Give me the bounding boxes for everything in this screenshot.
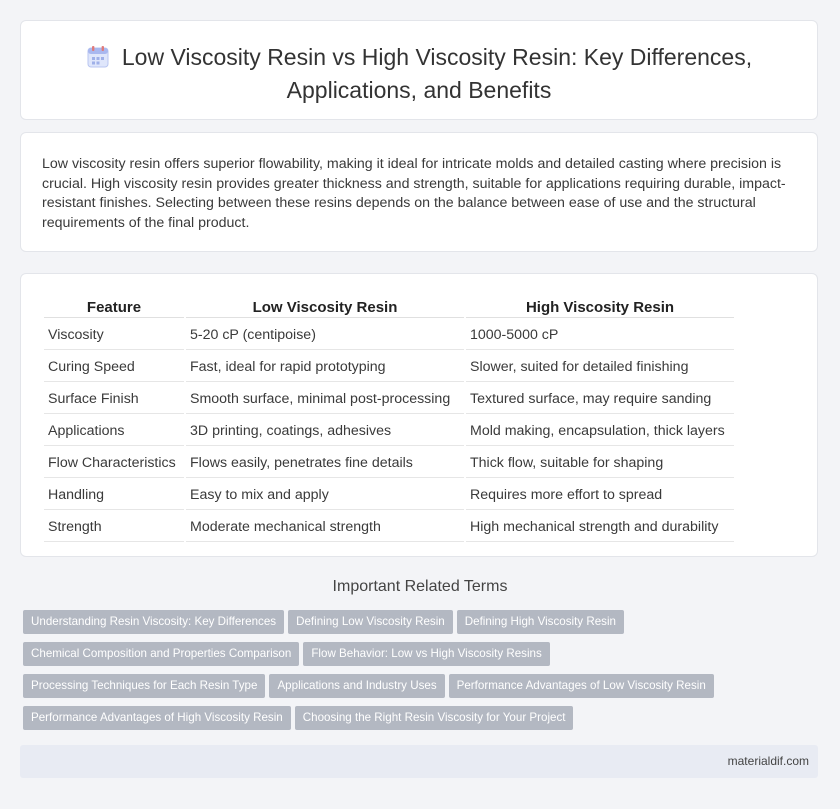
tag-row: [23, 610, 783, 642]
cell-low: Easy to mix and apply: [186, 480, 464, 510]
cell-high: 1000-5000 cP: [466, 320, 734, 350]
header-high-viscosity: High Viscosity Resin: [466, 294, 734, 318]
cell-low: Moderate mechanical strength: [186, 512, 464, 542]
footer: [20, 745, 818, 778]
tag-row: [23, 674, 783, 706]
related-tag[interactable]: Understanding Resin Viscosity: Key Differences: [23, 610, 284, 634]
related-tag[interactable]: Defining Low Viscosity Resin: [288, 610, 453, 634]
cell-feature: Strength: [44, 512, 184, 542]
calendar-icon: [86, 45, 110, 76]
tag-row: [23, 642, 783, 674]
title-line-2: Applications, and Benefits: [286, 77, 552, 103]
title-line-1: Low Viscosity Resin vs High Viscosity Resin: Key Differences,: [121, 44, 753, 70]
related-tag[interactable]: Processing Techniques for Each Resin Type: [23, 674, 265, 698]
related-terms-list: [23, 610, 783, 738]
cell-feature: Flow Characteristics: [44, 448, 184, 478]
table-row: [44, 384, 734, 414]
cell-high: Slower, suited for detailed finishing: [466, 352, 734, 382]
header-low-viscosity: Low Viscosity Resin: [186, 294, 464, 318]
table-row: [44, 320, 734, 350]
intro-text: Low viscosity resin offers superior flowability, making it ideal for intricate molds and detailed casting where precision is crucial. High viscosity resin provides greater thickness and strength, suitable for applications requiring durable, impact-resistant finishes. Selecting between these resins depends on the balance between ease of use and the structural requirements of the final product.: [42, 156, 786, 231]
related-tag[interactable]: Choosing the Right Resin Viscosity for Your Project: [295, 706, 574, 730]
cell-feature: Viscosity: [44, 320, 184, 350]
comparison-table: [42, 292, 736, 544]
related-tag[interactable]: Applications and Industry Uses: [269, 674, 444, 698]
table-row: [44, 512, 734, 542]
table-row: [44, 352, 734, 382]
cell-feature: Applications: [44, 416, 184, 446]
comparison-card: [20, 273, 818, 557]
cell-high: Textured surface, may require sanding: [466, 384, 734, 414]
intro-card: [20, 132, 818, 252]
related-terms-title: Important Related Terms: [332, 578, 508, 595]
tag-row: [23, 706, 783, 738]
table-header-row: [44, 294, 734, 318]
related-tag[interactable]: Flow Behavior: Low vs High Viscosity Resins: [303, 642, 549, 666]
cell-low: Flows easily, penetrates fine details: [186, 448, 464, 478]
footer-site-link[interactable]: materialdif.com: [727, 754, 809, 768]
cell-low: Smooth surface, minimal post-processing: [186, 384, 464, 414]
table-row: [44, 480, 734, 510]
header-card: [20, 20, 818, 120]
cell-high: Requires more effort to spread: [466, 480, 734, 510]
cell-high: High mechanical strength and durability: [466, 512, 734, 542]
related-tag[interactable]: Performance Advantages of High Viscosity Resin: [23, 706, 291, 730]
header-feature: Feature: [44, 294, 184, 318]
table-row: [44, 448, 734, 478]
related-tag[interactable]: Chemical Composition and Properties Comparison: [23, 642, 299, 666]
table-row: [44, 416, 734, 446]
cell-low: 5-20 cP (centipoise): [186, 320, 464, 350]
page-title: [21, 43, 817, 105]
cell-feature: Handling: [44, 480, 184, 510]
cell-high: Mold making, encapsulation, thick layers: [466, 416, 734, 446]
cell-high: Thick flow, suitable for shaping: [466, 448, 734, 478]
cell-feature: Surface Finish: [44, 384, 184, 414]
cell-low: 3D printing, coatings, adhesives: [186, 416, 464, 446]
related-tag[interactable]: Defining High Viscosity Resin: [457, 610, 624, 634]
cell-low: Fast, ideal for rapid prototyping: [186, 352, 464, 382]
related-tag[interactable]: Performance Advantages of Low Viscosity Resin: [449, 674, 714, 698]
cell-feature: Curing Speed: [44, 352, 184, 382]
